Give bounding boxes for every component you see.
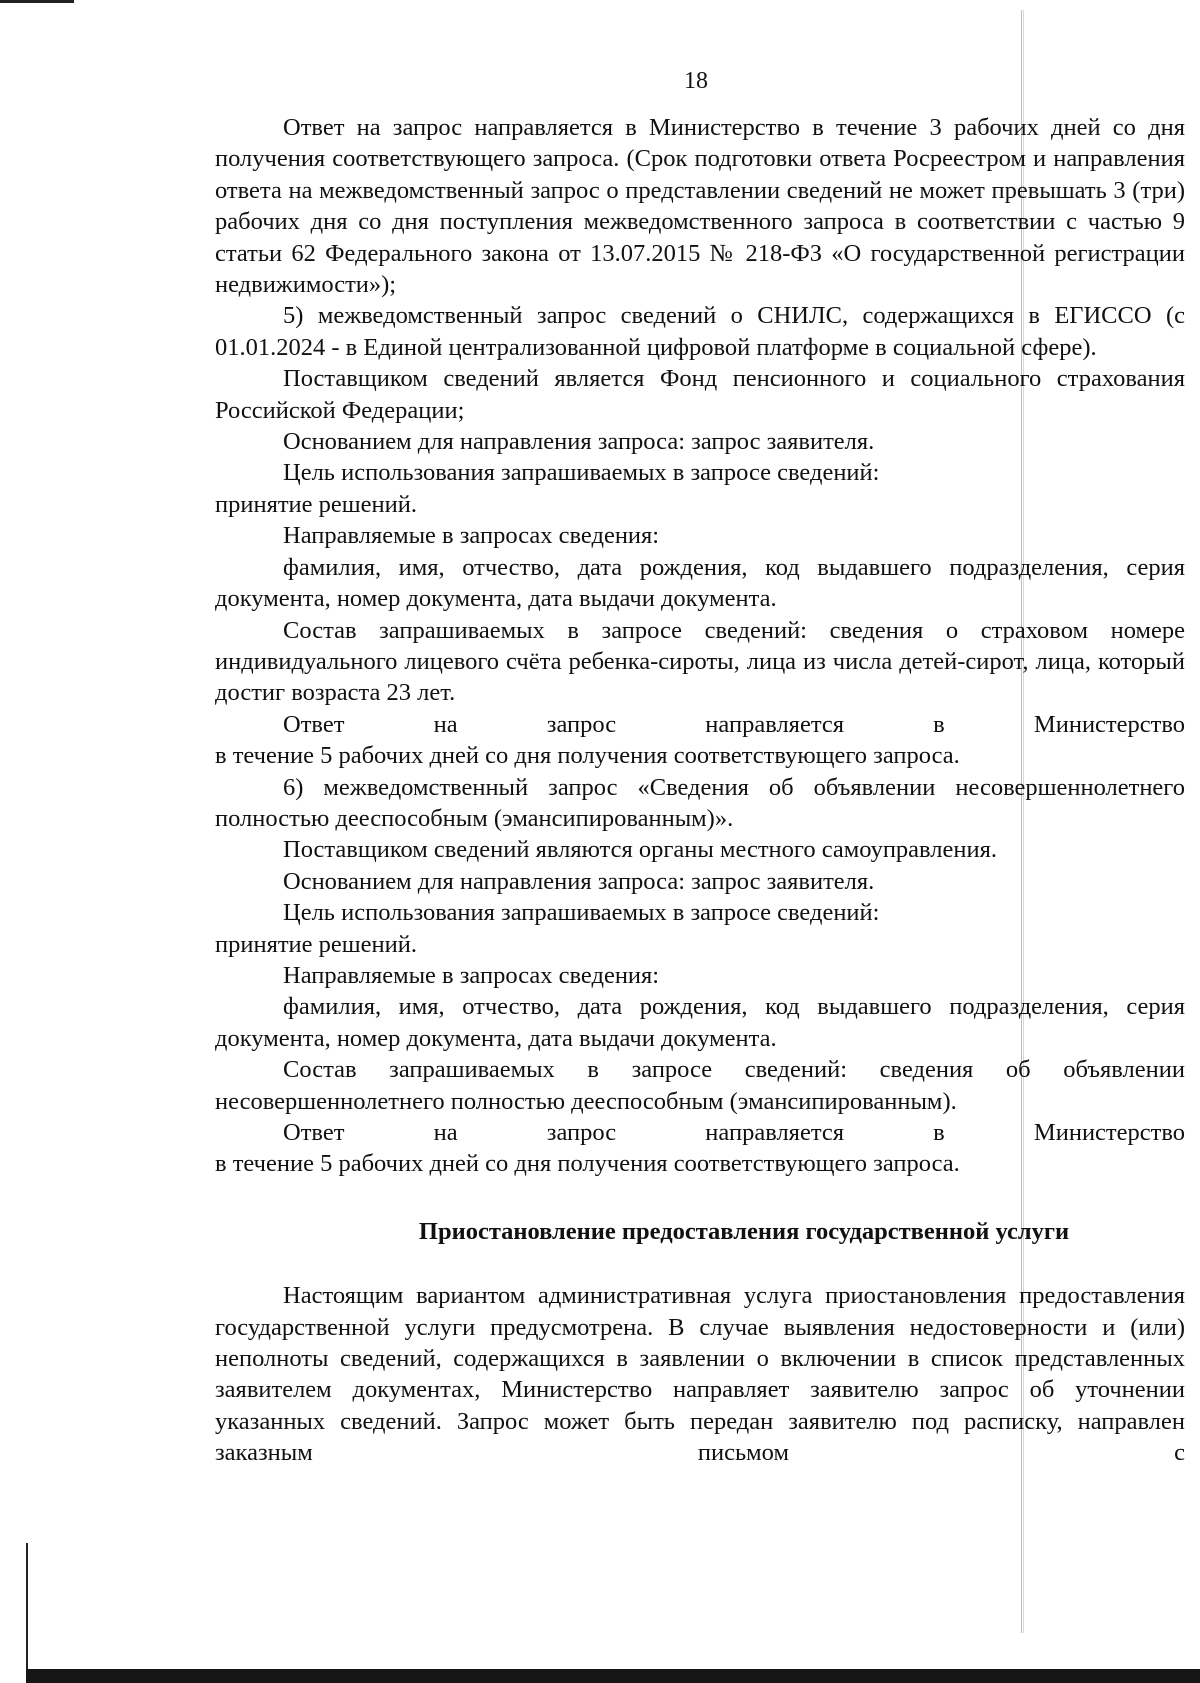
scan-edge-mark <box>0 0 74 3</box>
paragraph: принятие решений. <box>215 930 417 958</box>
page-number: 18 <box>684 68 708 94</box>
scan-edge-mark-bottom <box>26 1543 28 1683</box>
paragraph: Основанием для направления запроса: запрос заявителя. <box>283 428 875 456</box>
paragraph: 5) межведомственный запрос сведений о СНИЛС, содержащихся в ЕГИССО (с 01.01.2024 - в Единой централизованной цифровой платформе в социальной сфере). <box>215 302 1185 361</box>
paragraph: Поставщиком сведений является Фонд пенсионного и социального страхования Российской Федерации; <box>215 365 1185 424</box>
document-body <box>215 112 1185 1469</box>
paragraph: Состав запрашиваемых в запросе сведений: сведения о страховом номере индивидуального лицевого счёта ребенка-сироты, лица из числа детей-сирот, лица, который достиг возраста 23 лет. <box>215 616 1185 707</box>
paragraph: фамилия, имя, отчество, дата рождения, код выдавшего подразделения, серия документа, номер документа, дата выдачи документа. <box>215 553 1185 613</box>
scan-bottom-edge <box>26 1669 1200 1683</box>
paragraph: Состав запрашиваемых в запросе сведений: сведения об объявлении несовершеннолетнего полностью дееспособным (эмансипированным). <box>215 1056 1185 1115</box>
paragraph: Направляемые в запросах сведения: <box>283 522 660 550</box>
paragraph: 6) межведомственный запрос «Сведения об объявлении несовершеннолетнего полностью дееспособным (эмансипированным)». <box>215 773 1185 832</box>
paragraph: Цель использования запрашиваемых в запросе сведений: <box>283 459 880 487</box>
paragraph: в течение 5 рабочих дней со дня получения соответствующего запроса. <box>215 1150 960 1178</box>
section-paragraph: Настоящим вариантом административная услуга приостановления предоставления государственной услуги предусмотрена. В случае выявления недостоверности и (или) неполноты сведений, содержащихся в заявлении о включении в список представленных заявителем документах, Министерство направляет заявителю запрос об уточнении указанных сведений. Запрос может быть передан заявителю под расписку, направлен заказным письмом с <box>215 1282 1185 1467</box>
paragraph: фамилия, имя, отчество, дата рождения, код выдавшего подразделения, серия документа, номер документа, дата выдачи документа. <box>215 993 1185 1052</box>
paragraph: Ответ на запрос направляется в Министерство в течение 3 рабочих дней со дня получения соответствующего запроса. (Срок подготовки ответа Росреестром и направления ответа на межведомственный запрос о представлении сведений не может превышать 3 (три) рабочих дня со дня поступления межведомственного запроса в соответствии с частью 9 статьи 62 Федерального закона от 13.07.2015 № 218-ФЗ «О государственной регистрации недвижимости»); <box>215 114 1185 299</box>
section-heading: Приостановление предоставления государственной услуги <box>418 1217 1070 1245</box>
paragraph: Ответ на запрос направляется в Министерство <box>283 710 1185 738</box>
paragraph: Ответ на запрос направляется в Министерство <box>283 1119 1185 1146</box>
paragraph: в течение 5 рабочих дней со дня получения соответствующего запроса. <box>215 742 960 770</box>
paragraph: Основанием для направления запроса: запрос заявителя. <box>283 867 875 895</box>
paragraph: Поставщиком сведений являются органы местного самоуправления. <box>283 836 998 864</box>
paragraph: принятие решений. <box>215 490 417 518</box>
paragraph: Направляемые в запросах сведения: <box>283 961 660 989</box>
paragraph: Цель использования запрашиваемых в запросе сведений: <box>283 899 880 927</box>
